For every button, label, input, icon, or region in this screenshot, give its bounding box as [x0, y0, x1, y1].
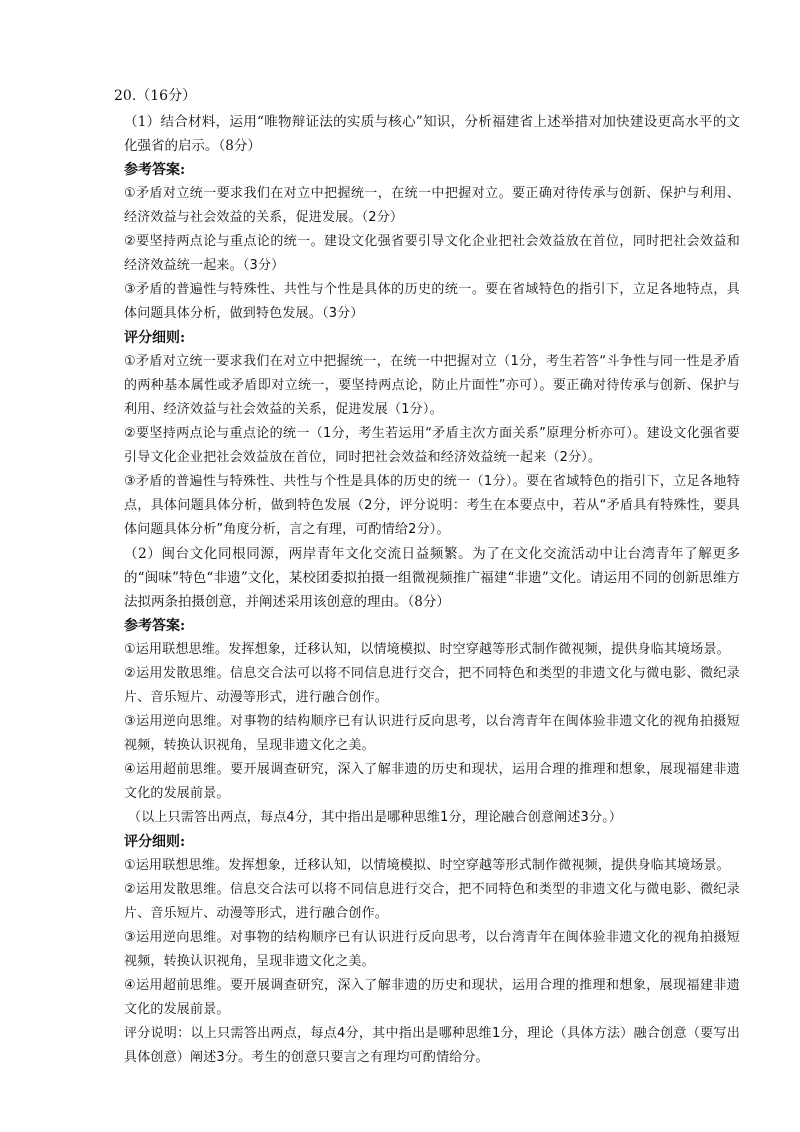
part1-answer-heading: 参考答案:: [124, 162, 186, 178]
part1-scoring-2: ②要坚持两点论与重点论的统一（1分，考生若运用“矛盾主次方面关系”原理分析亦可）。建设文化强省要引导文化企业把社会效益放在首位，同时把社会效益和经济效益统一起来（2分）。: [124, 426, 740, 465]
part1-answer-1: ①矛盾对立统一要求我们在对立中把握统一，在统一中把握对立。要正确对待传承与创新、保护与利用、经济效益与社会效益的关系，促进发展。（2分）: [124, 186, 740, 225]
part2-scoring-heading: 评分细则:: [124, 834, 186, 850]
part2-answer-heading: 参考答案:: [124, 618, 186, 634]
part2-answer-note: （以上只需答出两点，每点4分，其中指出是哪种思维1分，理论融合创意阐述3分。）: [128, 810, 623, 825]
part2-scoring-note: 评分说明：以上只需答出两点，每点4分，其中指出是哪种思维1分，理论（具体方法）融合创意（要写出具体创意）阐述3分。考生的创意只要言之有理均可酌情给分。: [124, 1026, 740, 1065]
part2-answer-3: ③运用逆向思维。对事物的结构顺序已有认识进行反向思考，以台湾青年在闽体验非遗文化的视角拍摄短视频，转换认识视角，呈现非遗文化之美。: [124, 714, 740, 753]
part2-scoring-3: ③运用逆向思维。对事物的结构顺序已有认识进行反向思考，以台湾青年在闽体验非遗文化的视角拍摄短视频，转换认识视角，呈现非遗文化之美。: [124, 930, 740, 969]
part1-prompt: （1）结合材料，运用“唯物辩证法的实质与核心”知识，分析福建省上述举措对加快建设更高水平的文化强省的启示。（8分）: [124, 114, 740, 154]
part2-answer-1: ①运用联想思维。发挥想象，迁移认知，以情境模拟、时空穿越等形式制作微视频，提供身临其境场景。: [124, 642, 730, 657]
part2-scoring-1: ①运用联想思维。发挥想象，迁移认知，以情境模拟、时空穿越等形式制作微视频，提供身临其境场景。: [124, 858, 730, 873]
part2-answer-4: ④运用超前思维。要开展调查研究，深入了解非遗的历史和现状，运用合理的推理和想象，展现福建非遗文化的发展前景。: [124, 762, 740, 801]
part2-scoring-2: ②运用发散思维。信息交合法可以将不同信息进行交合，把不同特色和类型的非遗文化与微电影、微纪录片、音乐短片、动漫等形式，进行融合创作。: [124, 882, 740, 921]
part2-answer-2: ②运用发散思维。信息交合法可以将不同信息进行交合，把不同特色和类型的非遗文化与微电影、微纪录片、音乐短片、动漫等形式，进行融合创作。: [124, 666, 740, 705]
question-number: 20.（16分）: [114, 88, 197, 104]
part2-scoring-4: ④运用超前思维。要开展调查研究，深入了解非遗的历史和现状，运用合理的推理和想象，展现福建非遗文化的发展前景。: [124, 978, 740, 1017]
part1-answer-2: ②要坚持两点论与重点论的统一。建设文化强省要引导文化企业把社会效益放在首位，同时把社会效益和经济效益统一起来。（3分）: [124, 234, 740, 273]
part1-scoring-1: ①矛盾对立统一要求我们在对立中把握统一，在统一中把握对立（1分，考生若答“斗争性与同一性是矛盾的两种基本属性或矛盾即对立统一，要坚持两点论，防止片面性”亦可）。要正确对待传承与创新、保护与利用、经济效益与社会效益的关系，促进发展（1分）。: [124, 354, 740, 417]
part1-answer-3: ③矛盾的普遍性与特殊性、共性与个性是具体的历史的统一。要在省域特色的指引下，立足各地特点，具体问题具体分析，做到特色发展。（3分）: [124, 282, 740, 321]
part2-prompt: （2）闽台文化同根同源，两岸青年文化交流日益频繁。为了在文化交流活动中让台湾青年了解更多的“闽味”特色“非遗”文化，某校团委拟拍摄一组微视频推广福建“非遗”文化。请运用不同的创新思维方法拟两条拍摄创意，并阐述采用该创意的理由。（8分）: [124, 546, 740, 610]
part1-scoring-3: ③矛盾的普遍性与特殊性、共性与个性是具体的历史的统一（1分）。要在省域特色的指引下，立足各地特点，具体问题具体分析，做到特色发展（2分，评分说明：考生在本要点中，若从“矛盾具有特殊性，要具体问题具体分析”角度分析，言之有理，可酌情给2分）。: [124, 474, 740, 537]
part1-scoring-heading: 评分细则:: [124, 330, 186, 346]
